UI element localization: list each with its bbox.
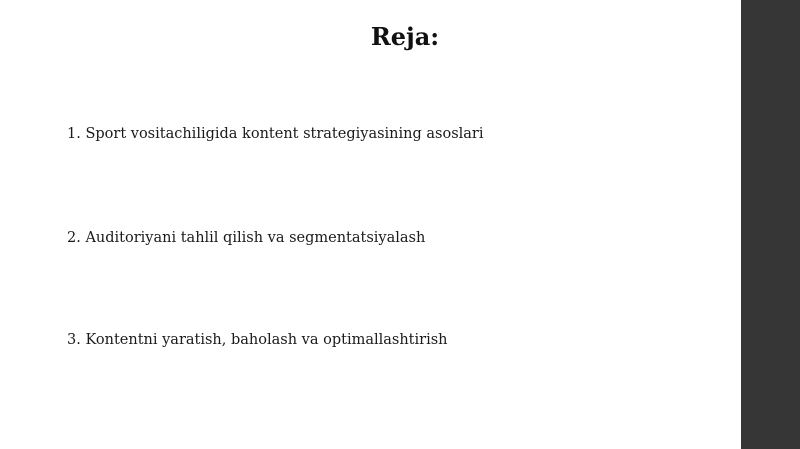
plan-item-2: 2. Auditoriyani tahlil qilish va segmentatsiyalash bbox=[67, 230, 426, 246]
slide-title: Reja: bbox=[370, 22, 440, 51]
plan-item-3: 3. Kontentni yaratish, baholash va optimallashtirish bbox=[67, 332, 448, 348]
side-panel bbox=[741, 0, 800, 449]
plan-item-1: 1. Sport vositachiligida kontent strategiyasining asoslari bbox=[67, 126, 484, 142]
